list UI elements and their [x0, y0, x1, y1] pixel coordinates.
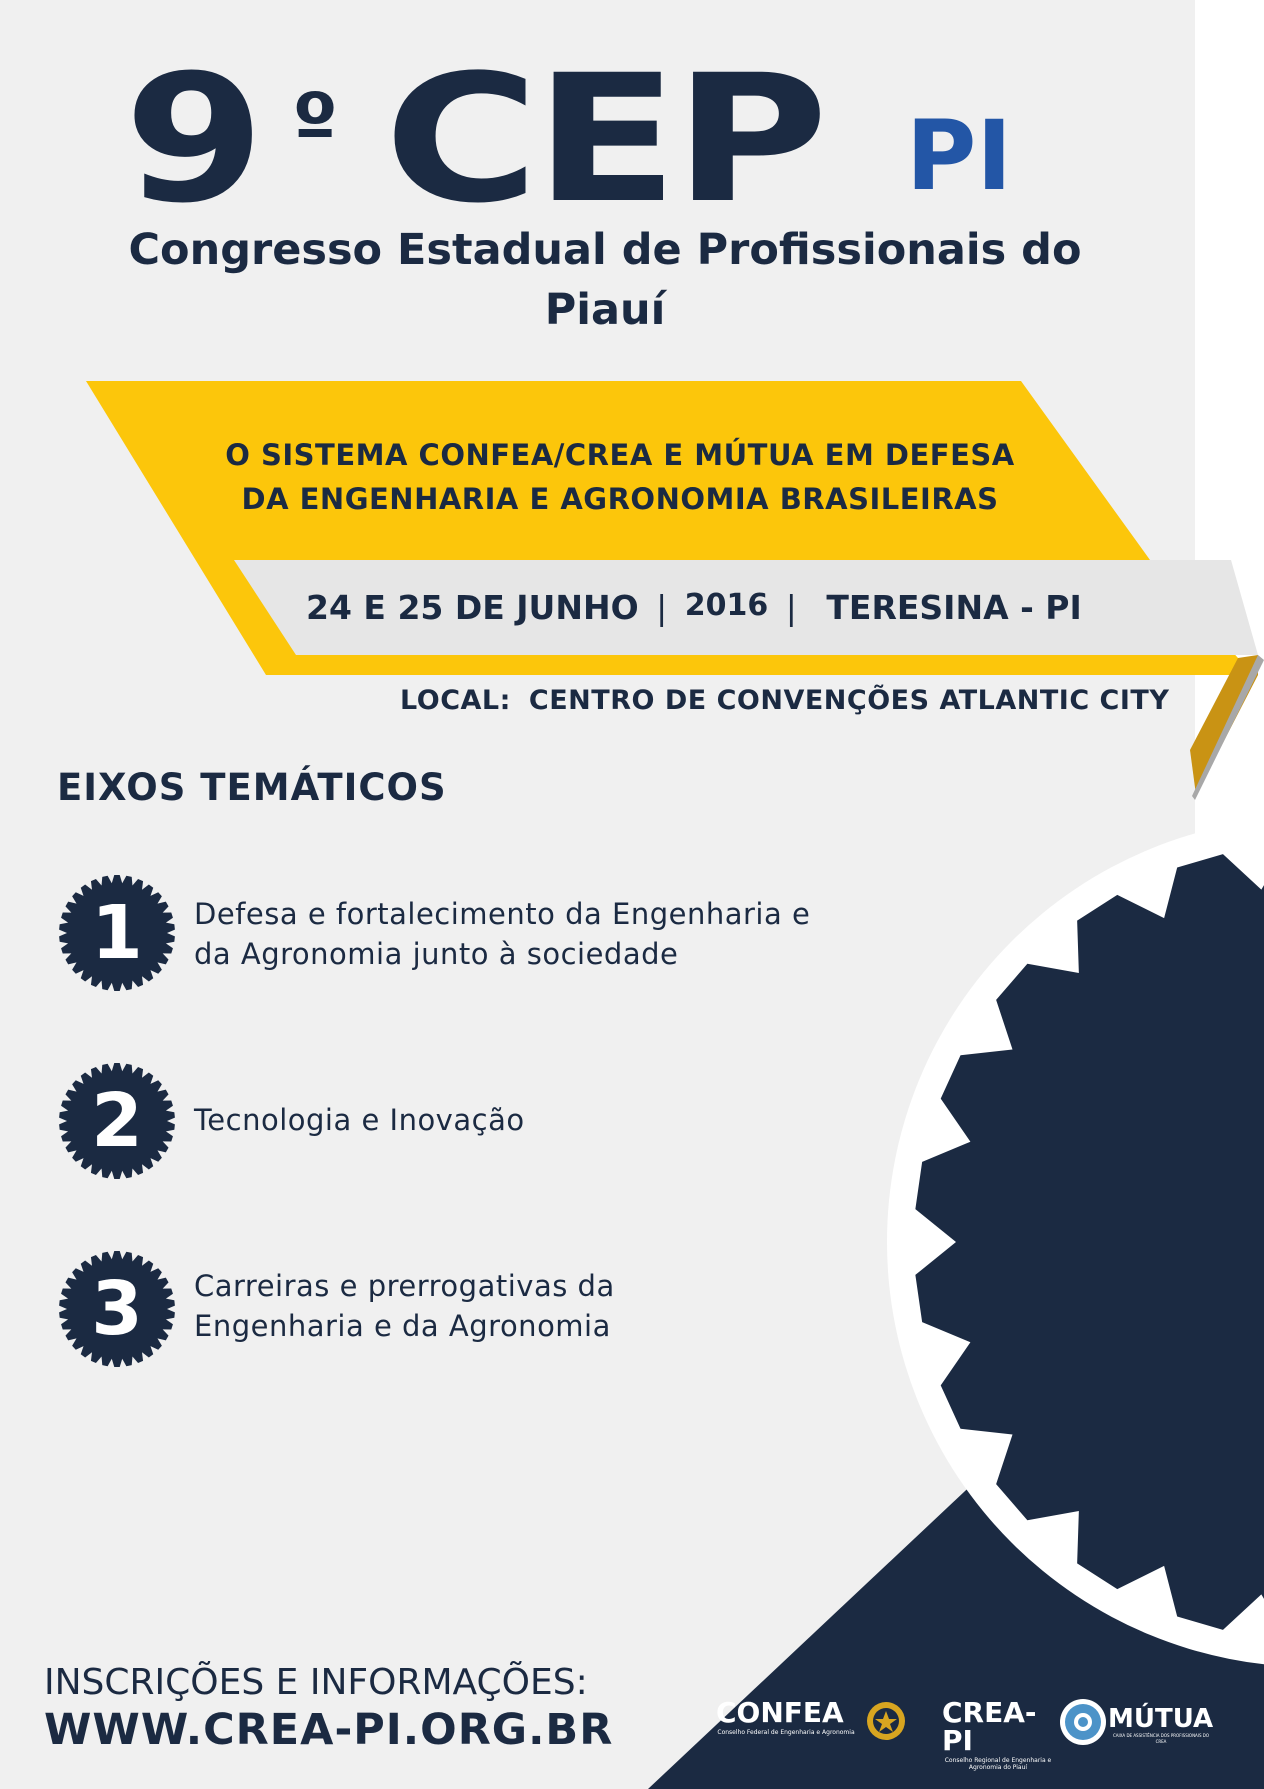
separator: | — [785, 588, 797, 627]
event-dates: 24 E 25 DE JUNHO — [306, 588, 639, 627]
crea-wordmark: CREA-PI — [942, 1696, 1037, 1757]
edition-number: 9 — [124, 37, 256, 242]
crea-logo — [942, 1696, 1062, 1771]
eixo-text-3: Carreiras e prerrogativas da Engenharia e da Agronomia — [194, 1269, 615, 1343]
event-subtitle: Congresso Estadual de Profissionais do Piauí — [128, 225, 1082, 335]
separator: | — [656, 588, 668, 627]
venue-name: CENTRO DE CONVENÇÕES ATLANTIC CITY — [528, 685, 1170, 716]
gear-number-3-icon — [58, 1250, 176, 1368]
event-state: PI — [906, 100, 1013, 212]
gear-number-1-icon — [58, 874, 176, 992]
registration-url[interactable]: WWW.CREA-PI.ORG.BR — [44, 1705, 614, 1755]
gear-number-2-icon — [58, 1062, 176, 1180]
brasao-emblem-icon — [866, 1701, 906, 1741]
event-venue-line — [400, 685, 1169, 716]
confea-subtitle: Conselho Federal de Engenharia e Agronomia — [717, 1729, 855, 1736]
event-city: TERESINA - PI — [826, 588, 1082, 627]
theme-line-1: O SISTEMA CONFEA/CREA E MÚTUA EM DEFESA — [225, 438, 1015, 472]
confea-wordmark: CONFEA — [716, 1696, 844, 1729]
eixo-text-1: Defesa e fortalecimento da Engenharia e da Agronomia junto à sociedade — [194, 897, 811, 971]
crea-subtitle: Conselho Regional de Engenharia e Agronomia do Piauí — [944, 1757, 1052, 1771]
event-year: 2016 — [684, 588, 769, 623]
eixo-number: 2 — [91, 1078, 143, 1164]
event-acronym: CEP — [384, 37, 824, 242]
mutua-wordmark: MÚTUA — [1108, 1704, 1214, 1734]
mutua-logo — [1108, 1706, 1218, 1745]
theme-text — [180, 433, 1060, 521]
venue-label: LOCAL: — [400, 685, 511, 716]
eixos-title: EIXOS TEMÁTICOS — [57, 766, 447, 809]
edition-ordinal: º — [292, 77, 339, 172]
eixo-number: 3 — [91, 1266, 143, 1352]
eixo-number: 1 — [91, 890, 143, 976]
eixo-text-2: Tecnologia e Inovação — [194, 1103, 525, 1137]
mutua-subtitle: CAIXA DE ASSISTÊNCIA DOS PROFISSIONAIS DO CREA — [1112, 1733, 1210, 1744]
event-date-line — [306, 588, 1082, 627]
registration-label: INSCRIÇÕES E INFORMAÇÕES: — [44, 1662, 588, 1703]
confea-logo — [716, 1696, 866, 1736]
mutua-emblem-icon — [1058, 1697, 1108, 1747]
theme-line-2: DA ENGENHARIA E AGRONOMIA BRASILEIRAS — [241, 482, 999, 516]
